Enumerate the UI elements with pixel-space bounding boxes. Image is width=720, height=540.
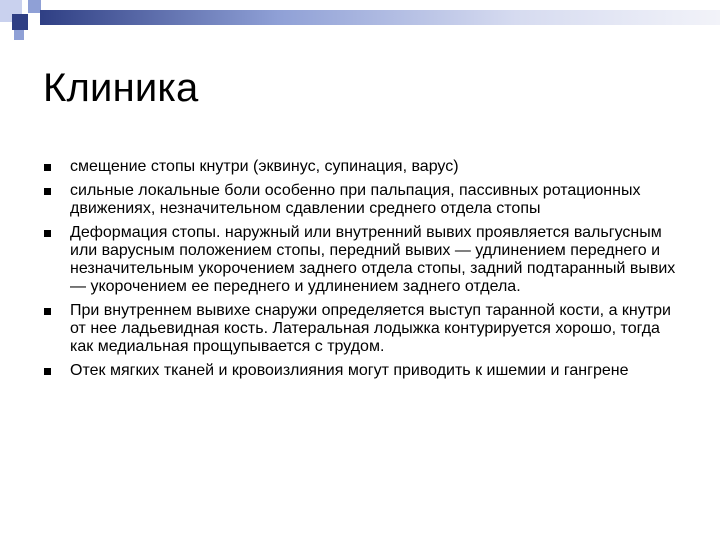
bullet-item [38, 224, 678, 296]
bullet-text: смещение стопы кнутри (эквинус, супинация, варус) [70, 158, 459, 175]
square-bullet-icon [44, 368, 51, 375]
bullet-text: Отек мягких тканей и кровоизлияния могут приводить к ишемии и гангрене [70, 362, 629, 379]
bullet-text: При внутреннем вывихе снаружи определяется выступ таранной кости, а кнутри от нее ладьевидная кость. Латеральная лодыжка контурируется хорошо, тогда как медиальная прощупывается с трудом. [70, 302, 671, 355]
bullet-list [38, 158, 678, 380]
slide-title: Клиника [43, 66, 199, 110]
square-bullet-icon [44, 188, 51, 195]
square-bullet-icon [44, 308, 51, 315]
bullet-text: сильные локальные боли особенно при пальпация, пассивных ротационных движениях, незначительном сдавлении среднего отдела стопы [70, 182, 641, 217]
bullet-item [38, 362, 678, 380]
bullet-item [38, 182, 678, 218]
square-bullet-icon [44, 164, 51, 171]
square-bullet-icon [44, 230, 51, 237]
bullet-text: Деформация стопы. наружный или внутренний вывих проявляется вальгусным или варусным положением стопы, передний вывих — удлинением переднего и незначительным укорочением заднего отдела стопы, задний подтаранный вывих — укорочением ее переднего и удлинением заднего отдела. [70, 224, 676, 295]
header-gradient-bar [40, 10, 720, 25]
bullet-item [38, 158, 678, 176]
bullet-item [38, 302, 678, 356]
